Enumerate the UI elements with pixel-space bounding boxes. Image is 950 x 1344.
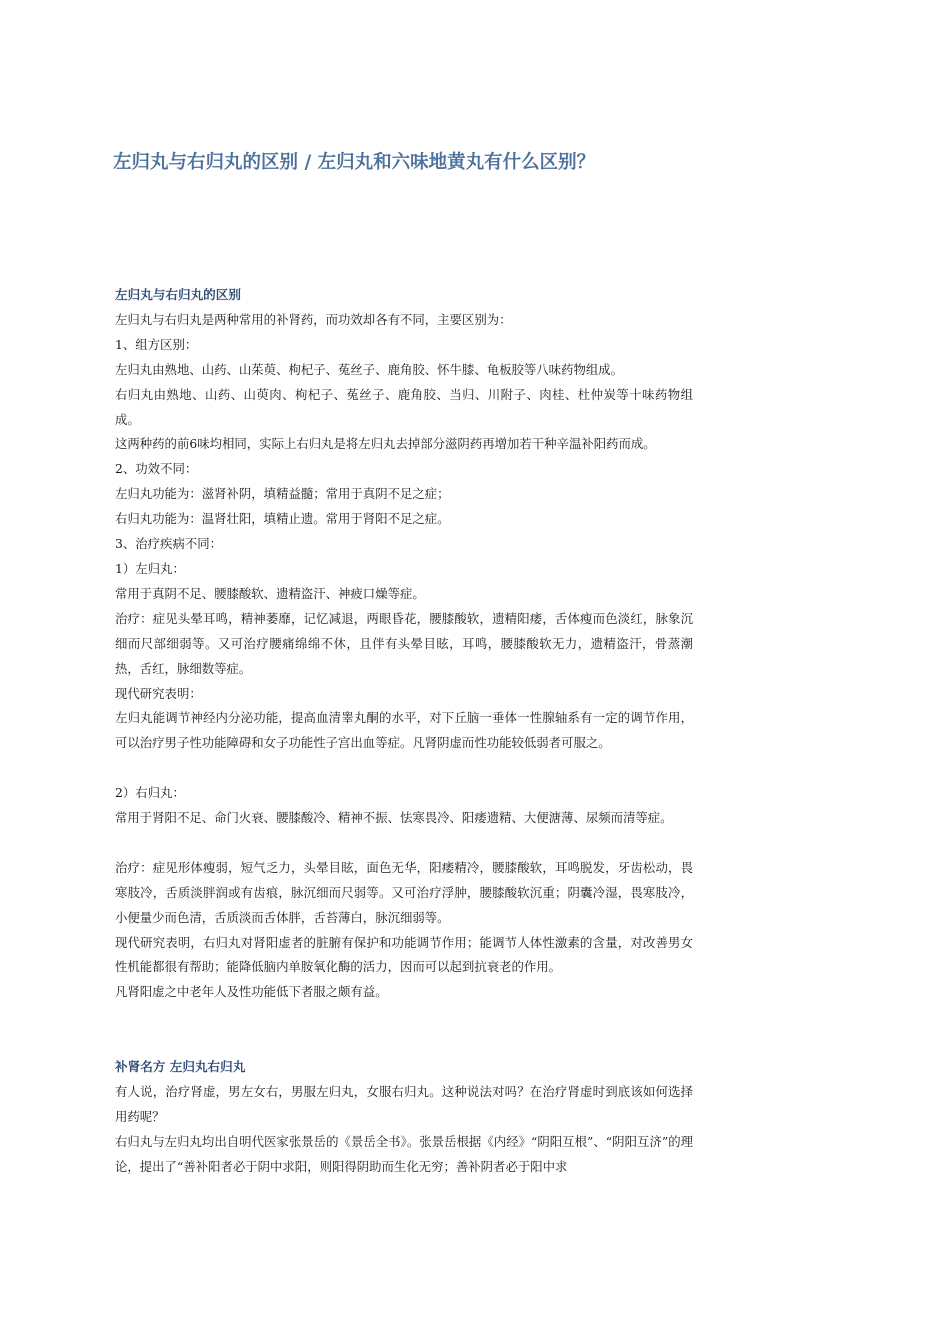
paragraph: 右归丸功能为：温肾壮阳，填精止遗。常用于肾阳不足之症。 <box>115 511 450 527</box>
paragraph: 左归丸由熟地、山药、山茱萸、枸杞子、菟丝子、鹿角胶、怀牛膝、龟板胶等八味药物组成。 <box>115 361 624 377</box>
list-label: 1、组方区别： <box>115 336 198 352</box>
paragraph: 有人说，治疗肾虚，男左女右，男服左归丸，女服右归丸。这种说法对吗？在治疗肾虚时到底该如何选择用药呢？ <box>115 1083 693 1124</box>
article-body <box>115 283 693 1180</box>
paragraph: 现代研究表明，右归丸对肾阳虚者的脏腑有保护和功能调节作用；能调节人体性激素的含量，对改善男女性机能都很有帮助；能降低脑内单胺氧化酶的活力，因而可以起到抗衰老的作用。 <box>115 934 693 975</box>
list-label: 3、治疗疾病不同： <box>115 536 223 552</box>
paragraph: 凡肾阳虚之中老年人及性功能低下者服之颇有益。 <box>115 984 388 1000</box>
paragraph: 右归丸与左归丸均出自明代医家张景岳的《景岳全书》。张景岳根据《内经》“阴阳互根”、“阴阳互济”的理论，提出了“善补阳者必于阴中求阳，则阳得阴助而生化无穷；善补阴者必于阳中求 <box>115 1133 693 1174</box>
paragraph: 常用于真阴不足、腰膝酸软、遗精盗汗、神疲口燥等症。 <box>115 585 425 601</box>
section-heading: 左归丸与右归丸的区别 <box>115 287 241 302</box>
spacer <box>115 756 693 781</box>
paragraph: 常用于肾阳不足、命门火衰、腰膝酸冷、精神不振、怯寒畏冷、阳痿遗精、大便溏薄、尿频而清等症。 <box>115 810 673 826</box>
paragraph: 左归丸能调节神经内分泌功能，提高血清睾丸酮的水平，对下丘脑一垂体一性腺轴系有一定的调节作用，可以治疗男子性功能障碍和女子功能性子宫出血等症。凡肾阴虚而性功能较低弱者可服之。 <box>115 710 693 751</box>
paragraph: 这两种药的前6味均相同，实际上右归丸是将左归丸去掉部分滋阴药再增加若干种辛温补阳药而成。 <box>115 436 656 452</box>
spacer <box>115 831 693 856</box>
section-heading: 补肾名方 左归丸右归丸 <box>115 1059 246 1075</box>
paragraph: 右归丸由熟地、山药、山萸肉、枸杞子、菟丝子、鹿角胶、当归、川附子、肉桂、杜仲炭等十味药物组成。 <box>115 386 693 427</box>
spacer <box>115 1030 693 1055</box>
paragraph: 治疗：症见头晕耳鸣，精神萎靡，记忆减退，两眼昏花，腰膝酸软，遗精阳痿，舌体瘦而色淡红，脉象沉细而尺部细弱等。又可治疗腰痛绵绵不休，且伴有头晕目眩，耳鸣，腰膝酸软无力，遗精盗汗，骨蒸潮热，舌红，脉细数等症。 <box>115 610 693 676</box>
paragraph: 左归丸与右归丸是两种常用的补肾药，而功效却各有不同，主要区别为： <box>115 311 512 327</box>
spacer <box>115 1005 693 1030</box>
paragraph: 现代研究表明： <box>115 685 202 701</box>
list-label: 2、功效不同： <box>115 461 198 477</box>
sub-label: 2）右归丸： <box>115 785 185 801</box>
page-title: 左归丸与右归丸的区别 / 左归丸和六味地黄丸有什么区别？ <box>113 152 596 173</box>
sub-label: 1）左归丸： <box>115 560 185 576</box>
paragraph: 治疗：症见形体瘦弱，短气乏力，头晕目眩，面色无华，阳痿精冷，腰膝酸软，耳鸣脱发，牙齿松动，畏寒肢冷，舌质淡胖润或有齿痕，脉沉细而尺弱等。又可治疗浮肿，腰膝酸软沉重；阴囊冷湿，畏寒肢冷，小便量少而色清，舌质淡而舌体胖，舌苔薄白，脉沉细弱等。 <box>115 859 693 925</box>
paragraph: 左归丸功能为：滋肾补阴，填精益髓；常用于真阴不足之症； <box>115 486 450 502</box>
